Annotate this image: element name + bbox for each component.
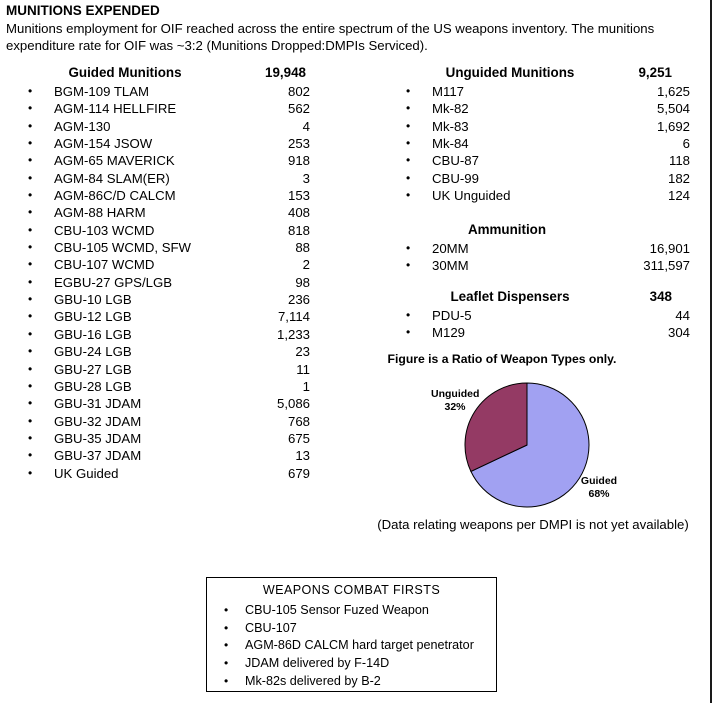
- table-row: [406, 118, 690, 135]
- item-label: CBU-105 Sensor Fuzed Weapon: [245, 603, 429, 617]
- table-row: [406, 257, 690, 274]
- page-border-line: [710, 0, 712, 703]
- bullet-icon: •: [406, 241, 411, 255]
- item-label: AGM-130: [54, 118, 111, 134]
- item-label: GBU-10 LGB: [54, 292, 132, 308]
- ammunition-list: [406, 240, 690, 275]
- bullet-icon: •: [28, 430, 33, 445]
- table-row: [28, 100, 310, 117]
- table-row: [28, 395, 310, 412]
- item-value: 3: [302, 170, 310, 186]
- pie-chart-title: Figure is a Ratio of Weapon Types only.: [387, 352, 617, 366]
- table-row: [406, 135, 690, 152]
- item-value: 6: [682, 136, 690, 152]
- bullet-icon: •: [224, 620, 229, 635]
- table-row: [406, 187, 690, 204]
- table-row: [28, 326, 310, 343]
- pie-label-guided: [577, 475, 621, 501]
- guided-munitions-list: [28, 83, 310, 482]
- pie-label-unguided-pct: 32%: [444, 401, 466, 413]
- table-row: [28, 83, 310, 100]
- table-row: [28, 465, 310, 482]
- item-value: 44: [675, 308, 690, 323]
- item-value: 11: [296, 361, 310, 377]
- bullet-icon: •: [406, 170, 411, 185]
- table-row: [28, 291, 310, 308]
- item-label: CBU-105 WCMD, SFW: [54, 240, 192, 256]
- combat-firsts-list: [207, 602, 496, 691]
- bullet-icon: •: [224, 656, 229, 671]
- bullet-icon: •: [406, 118, 411, 133]
- intro-paragraph: [6, 20, 696, 54]
- item-value: 679: [287, 465, 310, 481]
- item-label: GBU-35 JDAM: [54, 430, 142, 446]
- table-row: [28, 152, 310, 169]
- table-row: [28, 222, 310, 239]
- item-label: AGM-84 SLAM(ER): [54, 170, 170, 186]
- table-row: [406, 324, 690, 341]
- bullet-icon: •: [28, 326, 33, 341]
- item-label: GBU-28 LGB: [54, 378, 132, 394]
- leaflet-dispensers-list: [406, 307, 690, 342]
- pie-label-guided-name: Guided: [580, 475, 618, 487]
- item-label: UK Unguided: [432, 188, 511, 204]
- table-row: [406, 100, 690, 117]
- item-value: 124: [667, 188, 690, 204]
- bullet-icon: •: [28, 188, 33, 203]
- item-label: GBU-37 JDAM: [54, 448, 142, 464]
- bullet-icon: •: [28, 101, 33, 116]
- table-row: [28, 378, 310, 395]
- item-value: 304: [667, 325, 690, 341]
- pie-label-unguided-name: Unguided: [431, 388, 480, 400]
- table-row: [28, 308, 310, 325]
- table-row: [28, 187, 310, 204]
- unguided-munitions-total: 9,251: [638, 65, 672, 80]
- list-item: [207, 637, 496, 655]
- item-value: 13: [295, 448, 310, 464]
- table-row: [28, 274, 310, 291]
- item-value: 7,114: [277, 309, 310, 325]
- bullet-icon: •: [28, 292, 33, 307]
- table-row: [406, 152, 690, 169]
- bullet-icon: •: [28, 378, 33, 393]
- leaflet-dispensers-header: Leaflet Dispensers: [450, 289, 570, 304]
- bullet-icon: •: [406, 153, 411, 168]
- item-label: Mk-82: [432, 101, 469, 117]
- item-value: 1: [302, 378, 310, 394]
- item-label: BGM-109 TLAM: [54, 84, 150, 99]
- item-value: 98: [295, 274, 310, 290]
- list-item: [207, 655, 496, 673]
- item-value: 4: [302, 118, 310, 134]
- bullet-icon: •: [406, 136, 411, 151]
- bullet-icon: •: [406, 101, 411, 116]
- item-value: 236: [287, 292, 310, 308]
- item-label: Mk-84: [432, 136, 469, 152]
- pie-chart: [462, 380, 592, 510]
- table-row: [28, 343, 310, 360]
- table-row: [28, 256, 310, 273]
- table-row: [406, 170, 690, 187]
- bullet-icon: •: [28, 344, 33, 359]
- bullet-icon: •: [224, 603, 229, 617]
- list-item: [207, 673, 496, 691]
- list-item: [207, 602, 496, 620]
- ammunition-header: Ammunition: [467, 222, 547, 237]
- bullet-icon: •: [28, 309, 33, 324]
- item-label: 20MM: [432, 241, 469, 256]
- bullet-icon: •: [28, 118, 33, 133]
- item-label: CBU-99: [432, 170, 479, 186]
- table-row: [406, 307, 690, 324]
- bullet-icon: •: [28, 465, 33, 480]
- table-row: [28, 118, 310, 135]
- item-value: 675: [287, 430, 310, 446]
- guided-munitions-header: Guided Munitions: [68, 65, 182, 80]
- item-label: AGM-86D CALCM hard target penetrator: [245, 638, 474, 653]
- item-label: GBU-31 JDAM: [54, 396, 142, 412]
- item-label: AGM-154 JSOW: [54, 136, 153, 152]
- item-label: AGM-86C/D CALCM: [54, 188, 176, 204]
- table-row: [406, 240, 690, 257]
- pie-label-guided-pct: 68%: [588, 488, 610, 500]
- bullet-icon: •: [406, 84, 411, 98]
- item-label: CBU-103 WCMD: [54, 222, 155, 238]
- item-value: 1,625: [656, 84, 690, 99]
- combat-firsts-title: WEAPONS COMBAT FIRSTS: [262, 583, 441, 597]
- bullet-icon: •: [28, 413, 33, 428]
- bullet-icon: •: [406, 325, 411, 340]
- bullet-icon: •: [406, 188, 411, 203]
- item-label: CBU-107: [245, 620, 297, 635]
- item-label: GBU-32 JDAM: [54, 413, 142, 429]
- bullet-icon: •: [28, 222, 33, 237]
- bullet-icon: •: [28, 205, 33, 220]
- item-label: UK Guided: [54, 465, 119, 481]
- item-value: 5,504: [656, 101, 690, 117]
- item-label: Mk-82s delivered by B-2: [245, 673, 381, 688]
- item-label: Mk-83: [432, 118, 469, 134]
- intro-line-1: Munitions employment for OIF reached across the entire spectrum of the US weapons inventory. The munitions: [6, 21, 655, 36]
- item-label: GBU-12 LGB: [54, 309, 132, 325]
- item-label: CBU-107 WCMD: [54, 257, 155, 273]
- item-label: AGM-65 MAVERICK: [54, 153, 175, 169]
- item-value: 1,692: [656, 118, 690, 134]
- page-title: MUNITIONS EXPENDED: [6, 3, 160, 18]
- item-value: 818: [287, 222, 310, 238]
- item-value: 918: [287, 153, 310, 169]
- unguided-munitions-list: [406, 83, 690, 204]
- bullet-icon: •: [28, 396, 33, 411]
- item-label: M117: [432, 84, 465, 99]
- item-value: 408: [287, 205, 310, 221]
- bullet-icon: •: [28, 240, 33, 255]
- bullet-icon: •: [406, 258, 411, 273]
- table-row: [28, 361, 310, 378]
- table-row: [28, 413, 310, 430]
- table-row: [28, 447, 310, 464]
- table-row: [28, 239, 310, 256]
- bullet-icon: •: [224, 673, 229, 688]
- bullet-icon: •: [28, 84, 33, 98]
- item-value: 88: [295, 240, 310, 256]
- item-label: 30MM: [432, 258, 469, 274]
- item-value: 768: [287, 413, 310, 429]
- item-label: CBU-87: [432, 153, 479, 169]
- bullet-icon: •: [28, 448, 33, 463]
- item-label: PDU-5: [432, 308, 472, 323]
- bullet-icon: •: [28, 257, 33, 272]
- item-label: AGM-114 HELLFIRE: [54, 101, 177, 117]
- bullet-icon: •: [28, 361, 33, 376]
- list-item: [207, 620, 496, 638]
- table-row: [406, 83, 690, 100]
- item-value: 118: [668, 153, 690, 169]
- item-value: 2: [302, 257, 310, 273]
- item-value: 802: [287, 84, 310, 99]
- bullet-icon: •: [224, 638, 229, 653]
- item-label: M129: [432, 325, 465, 341]
- item-label: GBU-27 LGB: [54, 361, 132, 377]
- item-value: 153: [287, 188, 310, 204]
- item-value: 5,086: [276, 396, 310, 412]
- item-label: EGBU-27 GPS/LGB: [54, 274, 172, 290]
- pie-label-unguided: [431, 388, 479, 414]
- leaflet-dispensers-total: 348: [649, 289, 672, 304]
- table-row: [28, 170, 310, 187]
- guided-munitions-total: 19,948: [265, 65, 306, 80]
- item-value: 16,901: [649, 241, 690, 256]
- item-value: 182: [667, 170, 690, 186]
- table-row: [28, 430, 310, 447]
- item-value: 562: [287, 101, 310, 117]
- item-label: GBU-16 LGB: [54, 326, 132, 342]
- bullet-icon: •: [406, 308, 411, 322]
- item-value: 253: [287, 136, 310, 152]
- item-label: GBU-24 LGB: [54, 344, 132, 360]
- table-row: [28, 135, 310, 152]
- item-label: AGM-88 HARM: [54, 205, 146, 221]
- item-label: JDAM delivered by F-14D: [245, 656, 390, 671]
- bullet-icon: •: [28, 136, 33, 151]
- combat-firsts-box: [206, 577, 497, 692]
- unguided-munitions-header: Unguided Munitions: [445, 65, 575, 80]
- item-value: 1,233: [276, 326, 310, 342]
- item-value: 23: [295, 344, 310, 360]
- intro-line-2: expenditure rate for OIF was ~3:2 (Munitions Dropped:DMPIs Serviced).: [6, 38, 428, 53]
- chart-caption: (Data relating weapons per DMPI is not yet available): [377, 517, 689, 532]
- item-value: 311,597: [643, 258, 690, 274]
- bullet-icon: •: [28, 274, 33, 289]
- bullet-icon: •: [28, 153, 33, 168]
- table-row: [28, 204, 310, 221]
- bullet-icon: •: [28, 170, 33, 185]
